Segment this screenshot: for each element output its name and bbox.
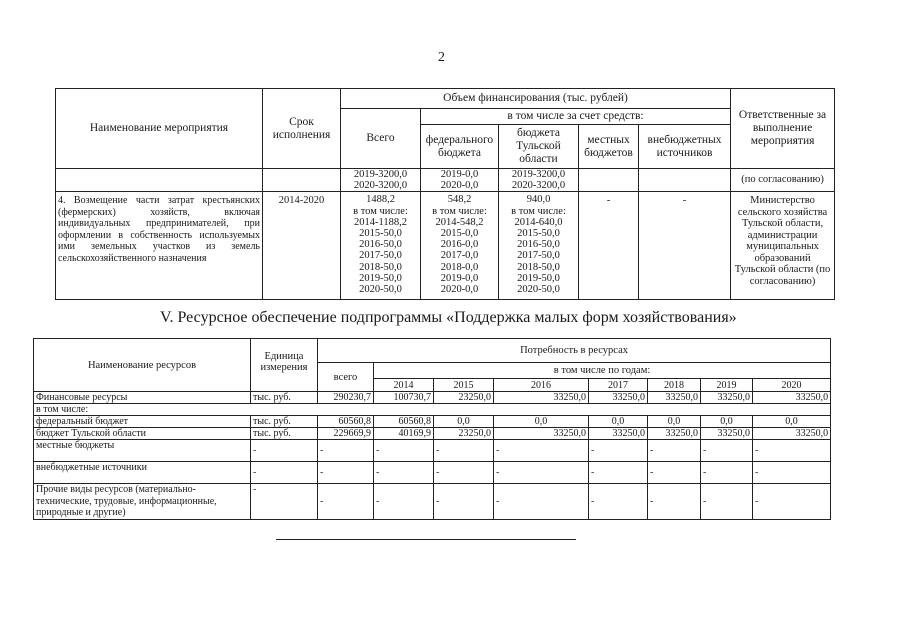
activities-table [55,88,835,300]
table-row: Финансовые ресурсы тыс. руб. 290230,7 100730,7 23250,0 33250,0 33250,0 33250,0 33250,0 33250,0 [34,392,831,404]
header-year: 2016 [494,379,589,392]
table-row: федеральный бюджет тыс. руб. 60560,8 60560,8 0,0 0,0 0,0 0,0 0,0 0,0 [34,416,831,428]
table-row: Прочие виды ресурсов (материально-технические, трудовые, информационные, природные и другие) - - - - - - - - - [34,484,831,520]
header-including: в том числе за счет средств: [421,109,731,125]
header-year: 2017 [589,379,648,392]
header-year: 2014 [374,379,434,392]
header-regional: бюджета Тульской области [499,125,579,169]
header-responsible: Ответственные за выполнение мероприятия [731,89,835,169]
header-year: 2015 [434,379,494,392]
row4-term: 2014-2020 [263,192,341,300]
row4-name: 4. Возмещение части затрат крестьянских (фермерских) хозяйств, включая индивидуальных предпринимателей, при оформлении в собственность используемых ими земельных участков из земель сельскохозяйственного назначения [56,192,263,300]
row4-federal: 548,2 в том числе: 2014-548,2 2015-0,0 2016-0,0 2017-0,0 2018-0,0 2019-0,0 2020-0,0 [421,192,499,300]
carry-federal: 2019-0,0 2020-0,0 [421,169,499,192]
header-federal: федерального бюджета [421,125,499,169]
header-local: местных бюджетов [579,125,639,169]
header-extra: внебюджетных источников [639,125,731,169]
header-year: 2019 [701,379,753,392]
table-row: внебюджетные источники - - - - - - - - - [34,462,831,484]
header-term: Срок исполнения [263,89,341,169]
header-year: 2020 [753,379,831,392]
carry-responsible: (по согласованию) [731,169,835,192]
table-row: местные бюджеты - - - - - - - - - [34,440,831,462]
section-title: V. Ресурсное обеспечение подпрограммы «Поддержка малых форм хозяйствования» [160,309,737,326]
row4-responsible: Министерство сельского хозяйства Тульской области, администрации муниципальных образований Тульской области (по согласованию) [731,192,835,300]
row4-regional: 940,0 в том числе: 2014-640,0 2015-50,0 2016-50,0 2017-50,0 2018-50,0 2019-50,0 2020-50,0 [499,192,579,300]
row4-extra: - [639,192,731,300]
header-name: Наименование мероприятия [56,89,263,169]
page-number: 2 [438,50,445,65]
header-need: Потребность в ресурсах [318,339,831,363]
row4-total: 1488,2 в том числе: 2014-1188,2 2015-50,0 2016-50,0 2017-50,0 2018-50,0 2019-50,0 2020-50,0 [341,192,421,300]
table-row: бюджет Тульской области тыс. руб. 229669,9 40169,9 23250,0 33250,0 33250,0 33250,0 33250,0 33250,0 [34,428,831,440]
header-unit: Единица измерения [251,339,318,392]
footer-divider [276,539,576,540]
header-total-resources: всего [318,363,374,392]
carry-total: 2019-3200,0 2020-3200,0 [341,169,421,192]
resources-table [33,338,831,520]
header-year: 2018 [648,379,701,392]
header-by-years: в том числе по годам: [374,363,831,379]
table-row: в том числе: [34,404,831,416]
header-total: Всего [341,109,421,169]
carry-regional: 2019-3200,0 2020-3200,0 [499,169,579,192]
header-funding: Объем финансирования (тыс. рублей) [341,89,731,109]
header-resources: Наименование ресурсов [34,339,251,392]
row4-local: - [579,192,639,300]
